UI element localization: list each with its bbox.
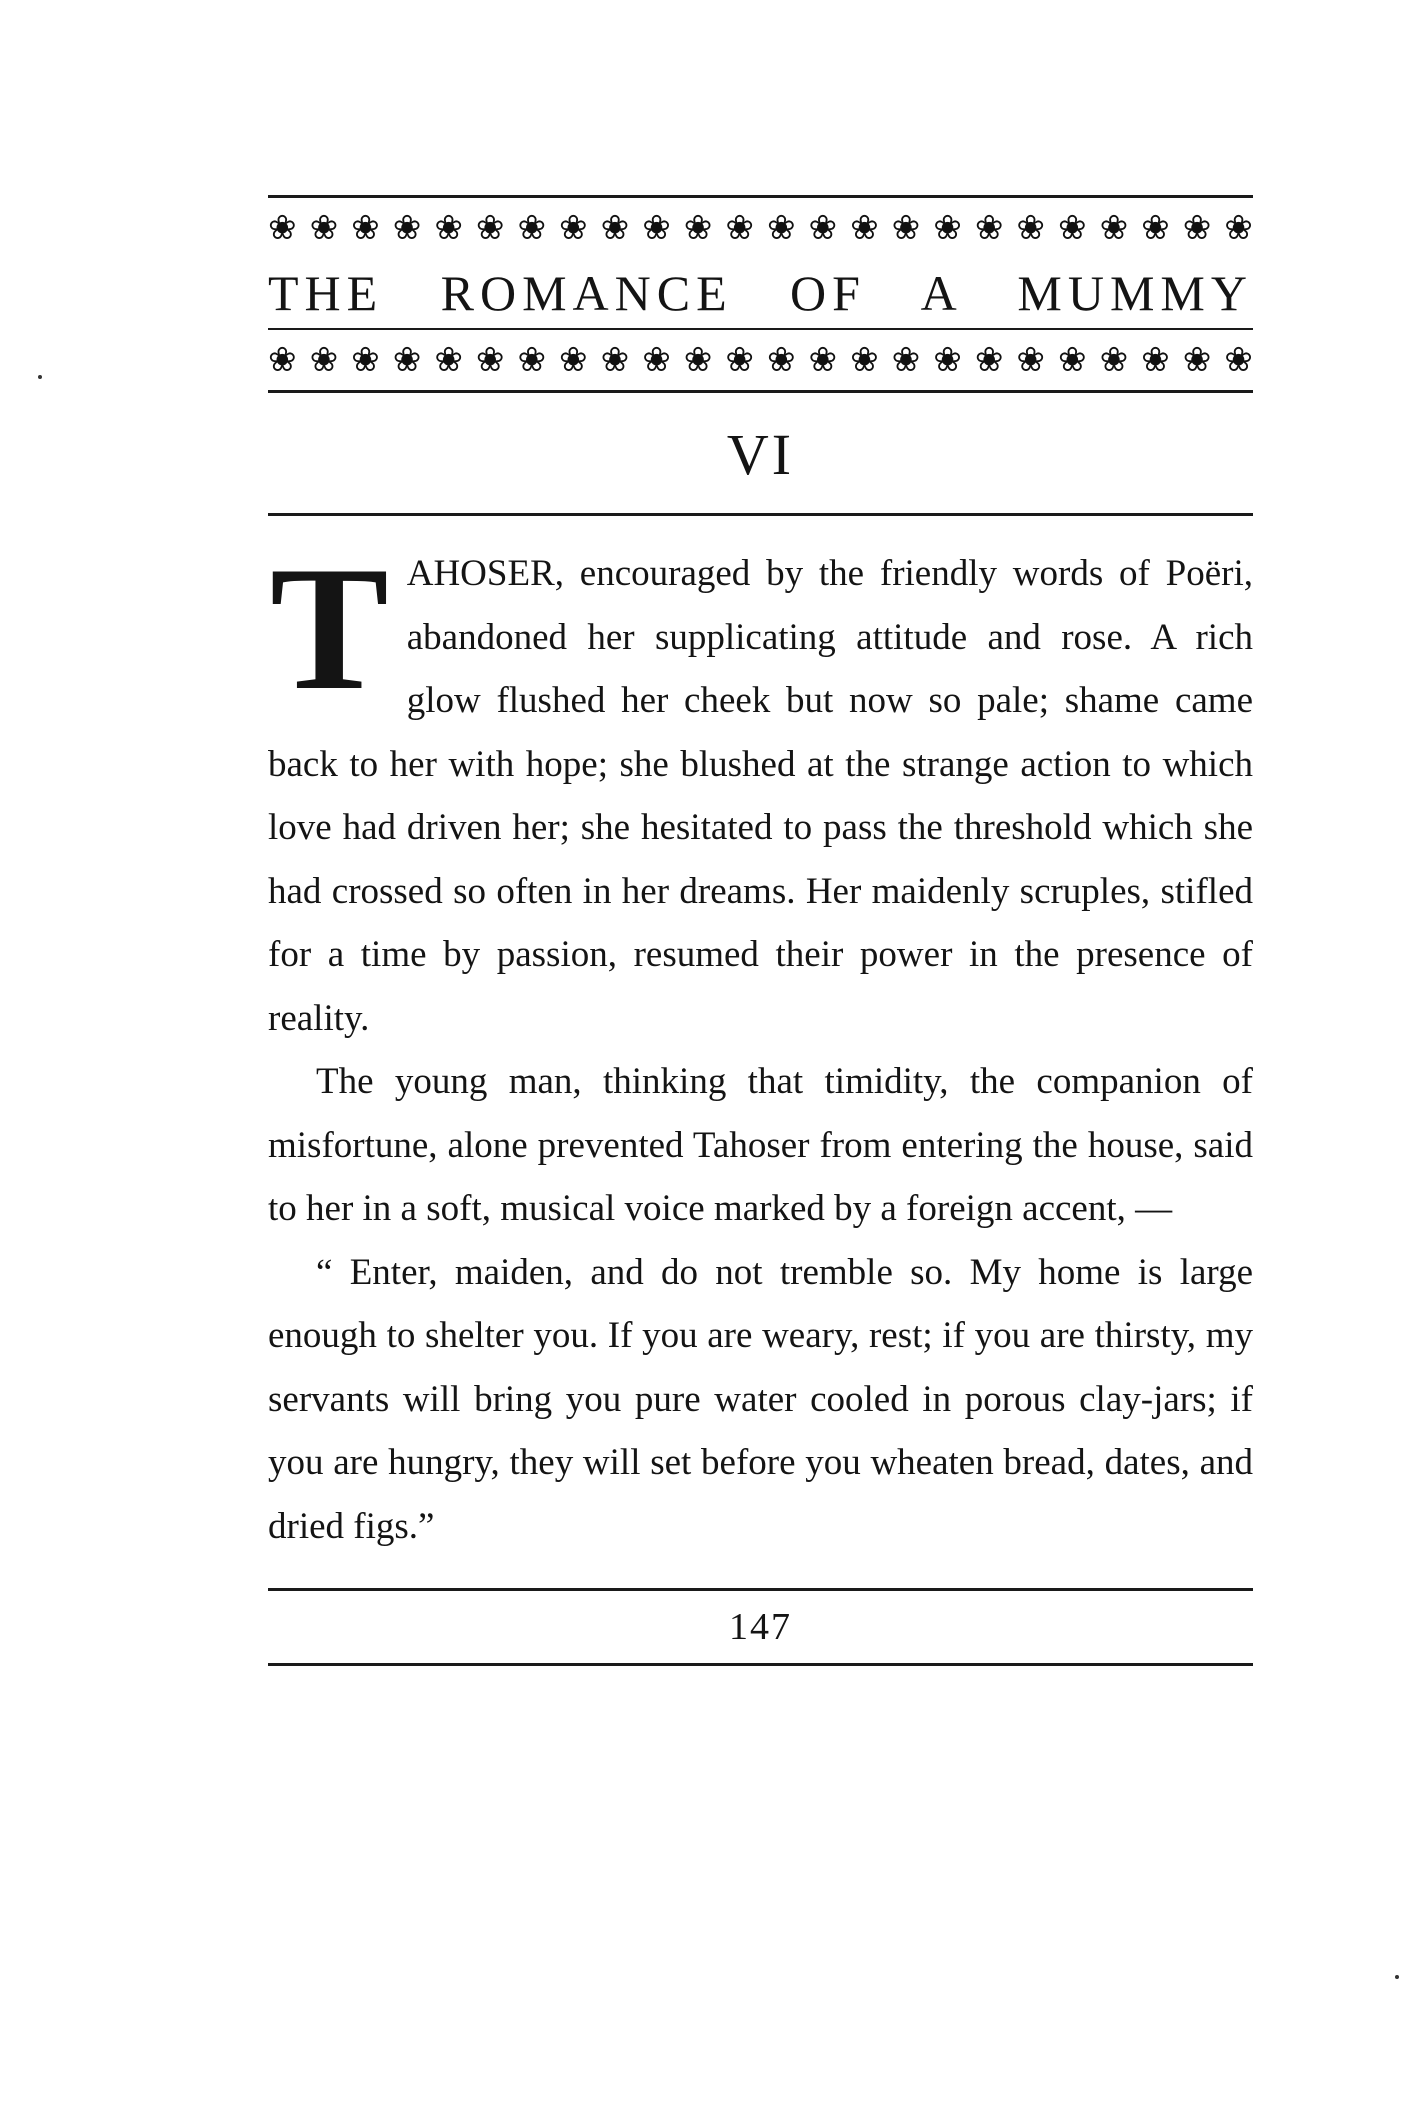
folio-block: [268, 1588, 1253, 1666]
fleuron-ornament-icon: ❀: [1016, 340, 1045, 380]
fleuron-ornament-icon: ❀: [392, 340, 422, 380]
header-bottom-rule: [268, 390, 1253, 393]
chapter-number: VI: [726, 422, 795, 487]
fleuron-ornament-icon: ❀: [1099, 208, 1129, 248]
fleuron-ornament-icon: ❀: [933, 340, 962, 380]
book-page: [268, 195, 1253, 1666]
fleuron-ornament-icon: ❀: [392, 208, 422, 248]
fleuron-ornament-icon: ❀: [309, 208, 339, 248]
fleuron-ornament-icon: ❀: [642, 340, 671, 380]
fleuron-ornament-icon: ❀: [850, 208, 879, 248]
fleuron-ornament-icon: ❀: [1182, 208, 1212, 248]
running-title: THE ROMANCE OF A MUMMY: [268, 265, 1253, 321]
fleuron-ornament-icon: ❀: [808, 208, 838, 248]
fleuron-ornament-icon: ❀: [1099, 340, 1129, 380]
fleuron-ornament-icon: ❀: [351, 340, 380, 380]
fleuron-ornament-icon: ❀: [309, 340, 339, 380]
fleuron-ornament-icon: ❀: [1224, 208, 1253, 248]
fleuron-ornament-icon: ❀: [434, 340, 463, 380]
fleuron-ornament-icon: ❀: [1057, 340, 1087, 380]
paragraph-1-text: AHOSER, encouraged by the friendly words of Poëri, abandoned her supplicating attitude and rose. A rich glow flushed her cheek but now so pale; shame came back to her with hope; she blushed at the strange action to which love had driven her; she hesitated to pass the threshold which she had crossed so often in her dreams. Her maidenly scruples, stifled for a time by passion, resumed their power in the presence of reality.: [268, 553, 1253, 1039]
fleuron-ornament-icon: ❀: [974, 208, 1004, 248]
fleuron-ornament-icon: ❀: [933, 208, 962, 248]
fleuron-ornament-icon: ❀: [683, 340, 713, 380]
fleuron-ornament-icon: ❀: [766, 340, 796, 380]
fleuron-ornament-icon: ❀: [600, 208, 630, 248]
fleuron-ornament-icon: ❀: [974, 340, 1004, 380]
fleuron-ornament-icon: ❀: [1016, 208, 1045, 248]
fleuron-ornament-icon: ❀: [268, 208, 297, 248]
fleuron-ornament-icon: ❀: [1141, 340, 1170, 380]
fleuron-ornament-icon: ❀: [1224, 340, 1253, 380]
fleuron-ornament-icon: ❀: [600, 340, 630, 380]
fleuron-ornament-icon: ❀: [891, 340, 921, 380]
body-text: [268, 529, 1253, 1558]
fleuron-ornament-icon: ❀: [1057, 208, 1087, 248]
fleuron-ornament-icon: ❀: [434, 208, 463, 248]
chapter-rule: [268, 513, 1253, 516]
fleuron-ornament-icon: ❀: [642, 208, 671, 248]
paper-speck: [1395, 1975, 1399, 1979]
fleuron-ornament-icon: ❀: [1182, 340, 1212, 380]
fleuron-ornament-icon: ❀: [808, 340, 838, 380]
fleuron-ornament-icon: ❀: [517, 208, 546, 248]
paragraph-2: The young man, thinking that timidity, the companion of misfortune, alone prevented Tahoser from entering the house, said to her in a soft, musical voice marked by a foreign accent, —: [268, 1061, 1253, 1229]
paragraph-3: “ Enter, maiden, and do not tremble so. My home is large enough to shelter you. If you are weary, rest; if you are thirsty, my servants will bring you pure water cooled in porous clay-jars; if you are hungry, they will set before you wheaten bread, dates, and dried figs.”: [268, 1251, 1253, 1547]
fleuron-ornament-icon: ❀: [766, 208, 796, 248]
drop-cap: T: [270, 529, 389, 727]
fleuron-ornament-icon: ❀: [683, 208, 713, 248]
paragraph-1: [268, 529, 1253, 1050]
fleuron-ornament-icon: ❀: [850, 340, 879, 380]
fleuron-ornament-icon: ❀: [268, 340, 297, 380]
fleuron-ornament-icon: ❀: [559, 340, 588, 380]
folio-bottom-rule: [268, 1663, 1253, 1666]
fleuron-ornament-icon: ❀: [725, 208, 754, 248]
fleuron-ornament-icon: ❀: [891, 208, 921, 248]
fleuron-ornament-icon: ❀: [725, 340, 754, 380]
fleuron-ornament-icon: ❀: [517, 340, 546, 380]
fleuron-ornament-icon: ❀: [351, 208, 380, 248]
ornament-band-bottom: [268, 330, 1253, 390]
fleuron-ornament-icon: ❀: [475, 208, 505, 248]
page-number: 147: [729, 1606, 792, 1648]
fleuron-ornament-icon: ❀: [475, 340, 505, 380]
paper-speck: [38, 375, 42, 379]
ornament-band-top: [268, 198, 1253, 258]
fleuron-ornament-icon: ❀: [1141, 208, 1170, 248]
fleuron-ornament-icon: ❀: [559, 208, 588, 248]
